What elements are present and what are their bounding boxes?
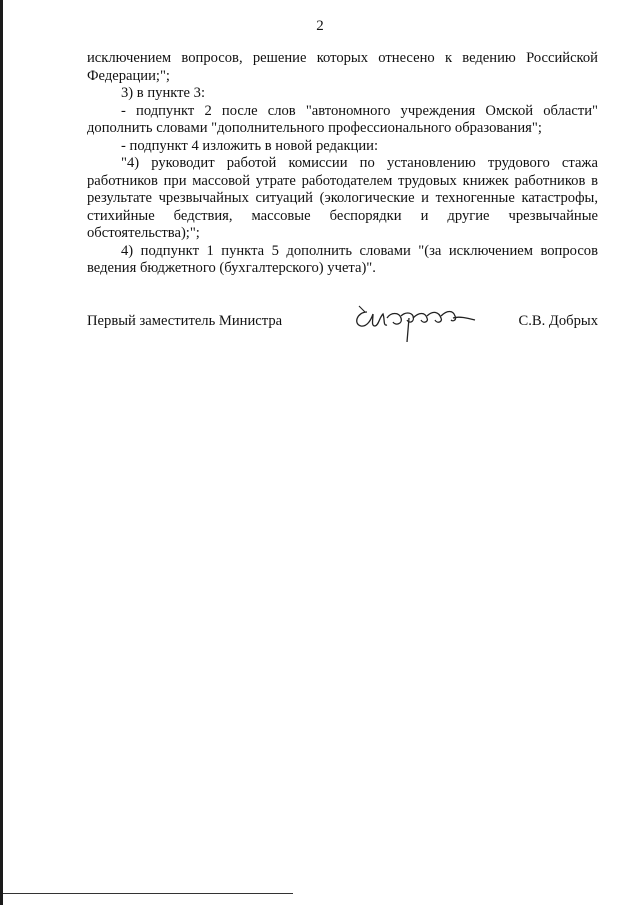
paragraph-subitem-4: - подпункт 4 изложить в новой редакции: <box>121 137 379 154</box>
scan-edge <box>0 0 3 905</box>
document-body <box>87 50 598 278</box>
signer-name: С.В. Добрых <box>518 313 598 329</box>
handwritten-signature <box>349 300 479 346</box>
paragraph-continuation: исключением вопросов, решение которых отнесено к ведению Российской Федерации;"; <box>87 50 598 84</box>
paragraph-subitem-2: - подпункт 2 после слов "автономного учреждения Омской области" дополнить словами "дополнительного профессионального образования"; <box>87 102 598 136</box>
page-number: 2 <box>316 18 324 34</box>
paragraph-item-3: 3) в пункте 3: <box>121 85 206 101</box>
paragraph-item-4: 4) подпункт 1 пункта 5 дополнить словами "(за исключением вопросов ведения бюджетного (бухгалтерского) учета)". <box>87 242 598 276</box>
signer-title: Первый заместитель Министра <box>87 313 283 329</box>
footer-divider <box>3 893 293 894</box>
paragraph-new-wording: "4) руководит работой комиссии по установлению трудового стажа работников при массовой утрате работодателем трудовых книжек работников в результате чрезвычайных ситуаций (экологические и техногенные катастрофы, стихийные бедствия, массовые беспорядки и другие чрезвычайные обстоятельства);"; <box>87 155 598 241</box>
signature-block <box>87 300 598 350</box>
